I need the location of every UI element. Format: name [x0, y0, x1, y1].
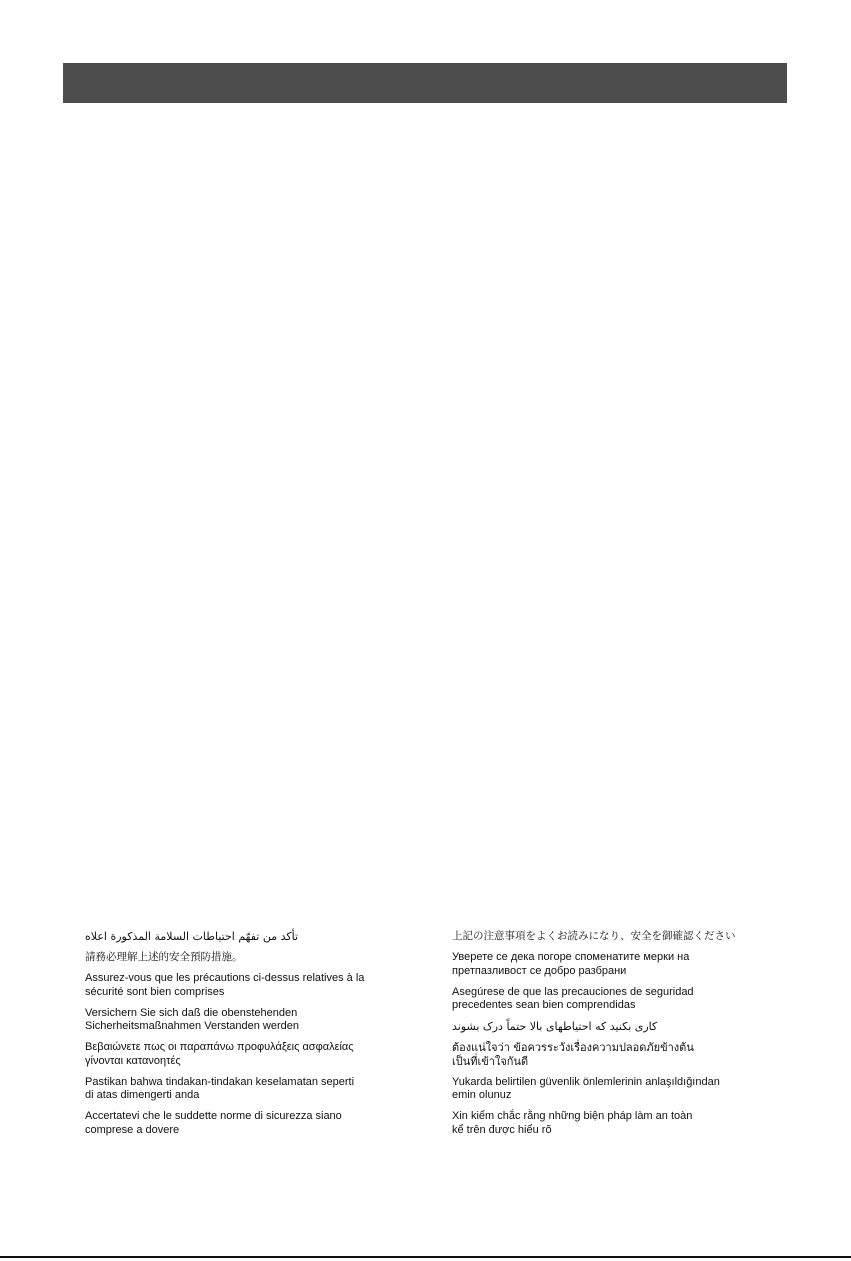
safety-note-greek: Βεβαιώνετε πως οι παραπάνω προφυλάξεις ασφαλείας γίνονται κατανοητές [85, 1041, 354, 1067]
safety-note-chinese: 請務必理解上述的安全預防措施。 [85, 951, 243, 963]
safety-notes-left-column [85, 930, 385, 1145]
safety-note-thai: ต้องแน่ใจว่า ข้อควรระวังเรื่องความปลอดภัยข้างต้น เป็นที่เข้าใจกันดี [452, 1041, 694, 1068]
safety-note-turkish: Yukarda belirtilen güvenlik önlemlerinin anlaşıldığından emin olunuz [452, 1075, 720, 1101]
safety-note-macedonian: Уверете се дека погоре споменатите мерки на претпазливост се добро разбрани [452, 951, 690, 977]
safety-note-japanese: 上記の注意事項をよくお読みになり、安全を御確認ください [452, 930, 736, 942]
safety-notes-right-column [452, 930, 752, 1145]
safety-note-arabic: تأكد من تفهّم احتياطات السلامة المذكورة اعلاه [85, 930, 299, 943]
safety-note-french: Assurez-vous que les précautions ci-dessus relatives à la sécurité sont bien comprises [85, 972, 365, 998]
page-bottom-rule [0, 1256, 851, 1258]
safety-note-italian: Accertatevi che le suddette norme di sicurezza siano comprese a dovere [85, 1110, 342, 1136]
section-header-bar [63, 63, 787, 103]
safety-note-spanish: Asegúrese de que las precauciones de seguridad precedentes sean bien comprendidas [452, 985, 694, 1011]
safety-note-persian: کاری بکنید که احتیاطهای بالا حتماً درک بشوند [452, 1020, 658, 1033]
safety-note-indonesian: Pastikan bahwa tindakan-tindakan keselamatan seperti di atas dimengerti anda [85, 1075, 355, 1101]
safety-note-german: Versichern Sie sich daß die obenstehenden Sicherheitsmaßnahmen Verstanden werden [85, 1006, 300, 1032]
safety-note-vietnamese: Xin kiểm chắc rằng những biện pháp làm an toàn kể trên được hiểu rõ [452, 1110, 693, 1136]
